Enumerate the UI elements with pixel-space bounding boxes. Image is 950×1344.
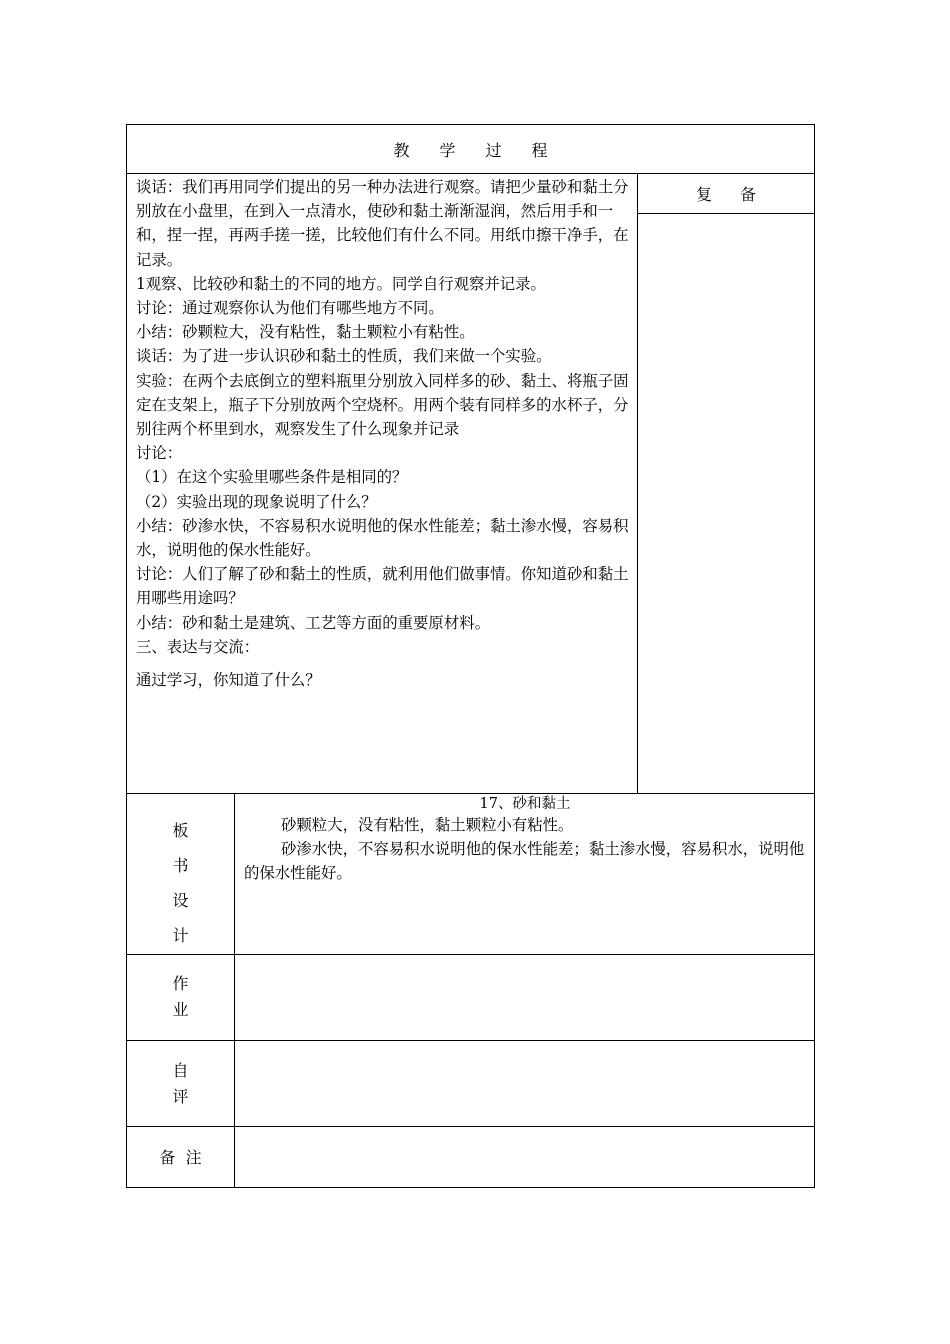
paragraph: 1观察、比较砂和黏土的不同的地方。同学自行观察并记录。 xyxy=(136,274,546,293)
paragraph: 讨论：通过观察你认为他们有哪些地方不同。 xyxy=(136,299,444,318)
divider xyxy=(127,954,814,955)
paragraph: （2）实验出现的现象说明了什么？ xyxy=(136,492,377,511)
paragraph: 讨论：人们了解了砂和黏土的性质，就利用他们做事情。你知道砂和黏土用哪些用途吗？ xyxy=(136,565,629,608)
board-title: 17、砂和黏土 xyxy=(479,796,571,812)
lesson-plan-table xyxy=(126,124,815,1188)
divider xyxy=(127,1040,814,1041)
label-char: 板 xyxy=(172,821,189,840)
paragraph: 谈话：为了进一步认识砂和黏土的性质，我们来做一个实验。 xyxy=(136,347,552,366)
label-char: 作 xyxy=(172,974,189,993)
divider xyxy=(234,793,235,1188)
paragraph: 讨论： xyxy=(136,444,183,463)
table-title: 教学过程 xyxy=(393,140,578,160)
paragraph: 三、表达与交流： xyxy=(136,637,260,656)
label-char: 设 xyxy=(172,891,189,910)
paragraph: 小结：砂和黏土是建筑、工艺等方面的重要原材料。 xyxy=(136,613,490,632)
review-heading: 复备 xyxy=(695,184,784,204)
board-design-content xyxy=(244,795,806,886)
paragraph: 通过学习，你知道了什么？ xyxy=(136,671,321,690)
label-char: 书 xyxy=(172,856,189,875)
divider xyxy=(637,173,638,793)
paragraph: 谈话：我们再用同学们提出的另一种办法进行观察。请把少量砂和黏土分别放在小盘里，在到入一点清水，使砂和黏土渐渐湿润，然后用手和一和，捏一捏，再两手搓一搓，比较他们有什么不同。用纸巾擦干净手，在记录。 xyxy=(136,178,629,269)
board-line: 砂渗水快，不容易积水说明他的保水性能差；黏土渗水慢，容易积水，说明他的保水性能好。 xyxy=(244,840,805,883)
label-char: 计 xyxy=(172,926,189,945)
paragraph: 小结：砂渗水快，不容易积水说明他的保水性能差；黏土渗水慢，容易积水，说明他的保水性能好。 xyxy=(136,516,629,560)
divider xyxy=(127,1126,814,1127)
label-char: 自 xyxy=(172,1061,189,1080)
label-char: 评 xyxy=(172,1087,189,1106)
divider xyxy=(127,793,814,794)
paragraph: 小结：砂颗粒大，没有粘性，黏土颗粒小有粘性。 xyxy=(136,323,475,342)
divider xyxy=(637,213,814,214)
homework-label xyxy=(127,971,234,1023)
paragraph: （1）在这个实验里哪些条件是相同的？ xyxy=(136,468,408,487)
board-design-label xyxy=(127,813,234,953)
self-eval-label xyxy=(127,1058,234,1110)
remarks-label: 备 注 xyxy=(159,1148,202,1167)
teaching-process-text xyxy=(136,175,631,692)
board-line: 砂颗粒大，没有粘性，黏土颗粒小有粘性。 xyxy=(281,816,574,834)
label-char: 业 xyxy=(172,1000,189,1019)
paragraph: 实验：在两个去底倒立的塑料瓶里分别放入同样多的砂、黏土、将瓶子固定在支架上，瓶子下分别放两个空烧杯。用两个装有同样多的水杯子，分别往两个杯里到水，观察发生了什么现象并记录 xyxy=(136,371,629,439)
